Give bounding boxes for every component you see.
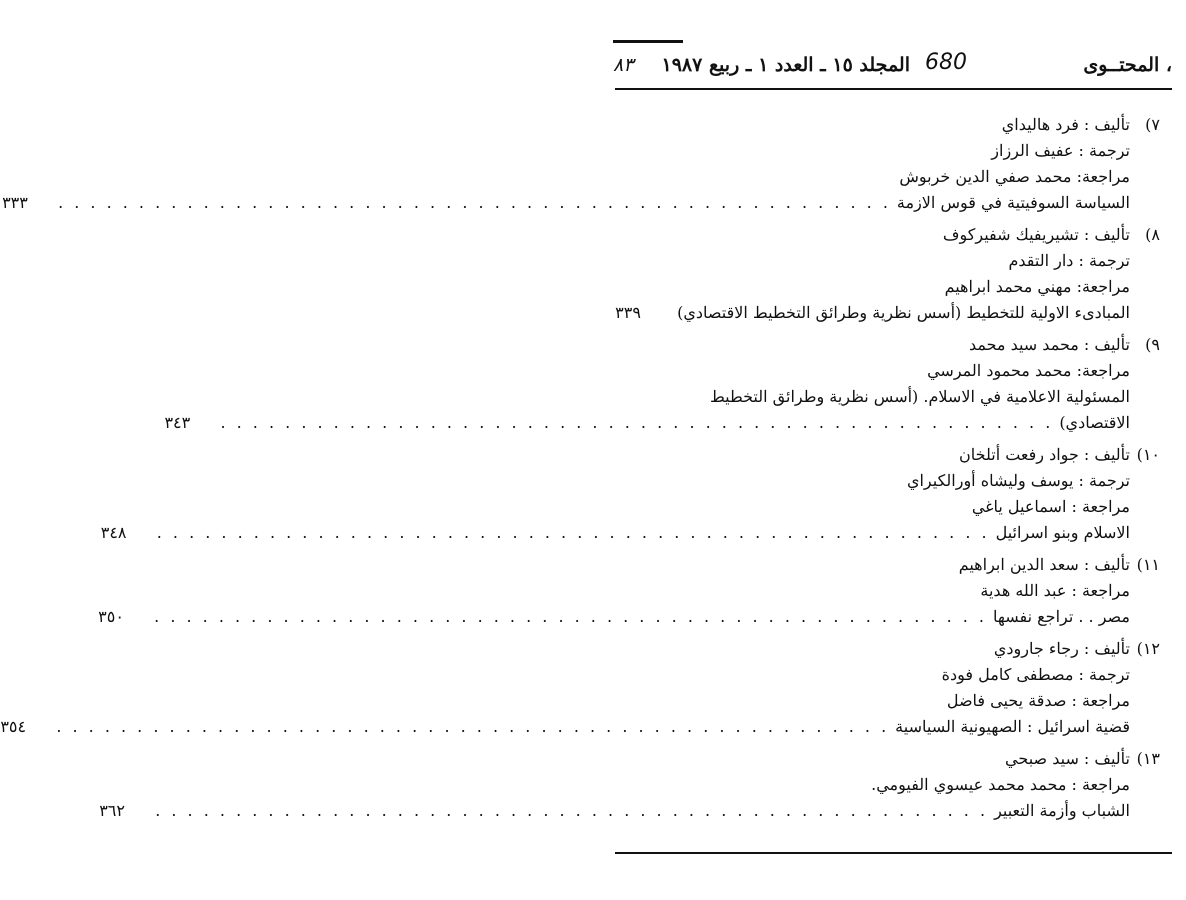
- entry-author: تأليف : فرد هاليداي: [1001, 115, 1130, 134]
- entry-credit: مراجعة : صدقة يحيى فاضل: [946, 691, 1130, 710]
- entry-title-row: [98, 604, 1160, 630]
- entry-credit: مراجعة : محمد محمد عيسوي الفيومي.: [871, 775, 1130, 794]
- entry-credit: ترجمة : مصطفى كامل فودة: [941, 665, 1130, 684]
- entry: [98, 552, 1160, 630]
- entry: [100, 442, 1160, 546]
- entry-page: ٣٥٠: [98, 607, 124, 626]
- entry-number: ٨): [1145, 225, 1160, 244]
- entry-title: مصر . . تراجع نفسها: [993, 607, 1130, 626]
- page-mark: ۸۳: [613, 54, 634, 76]
- entry-credit: ترجمة : دار التقدم: [1008, 251, 1130, 270]
- entry-title-row: [100, 520, 1160, 546]
- entry-page: ٣٣٩: [615, 303, 641, 322]
- header-rule: [615, 88, 1172, 90]
- entry-page: ٣٦٢: [99, 801, 125, 820]
- entry-title: السياسة السوفيتية في قوس الازمة: [896, 193, 1130, 212]
- entry-page: ٣٥٤: [0, 717, 27, 736]
- entry-title-row: [164, 410, 1160, 436]
- entry-number: ٩): [1145, 335, 1160, 354]
- entry-author: تأليف : سيد صبحي: [1005, 749, 1130, 768]
- entry-page: ٣٣٣: [2, 193, 28, 212]
- header-title: ، المحتــوى: [1083, 54, 1172, 76]
- entry-title: الاسلام وبنو اسرائيل: [995, 523, 1130, 542]
- entry-author-line: [640, 636, 1160, 662]
- entry-credit: مراجعة : اسماعيل ياغي: [971, 497, 1130, 516]
- leader-dots: . . . . . . . . . . . . . . . . . . . . . . . . . . . . . . . . . . . . . . . . . . . . . . . . . . . .: [58, 193, 891, 212]
- leader-dots: . . . . . . . . . . . . . . . . . . . . . . . . . . . . . . . . . . . . . . . . . . . . . . . . . . . .: [154, 607, 987, 626]
- entry-credit: مراجعة: مهني محمد ابراهيم: [944, 277, 1130, 296]
- entry-page: ٣٤٨: [100, 523, 127, 542]
- entry: [99, 746, 1160, 824]
- entry-author-line: [640, 442, 1160, 468]
- entry-author: تأليف : سعد الدين ابراهيم: [958, 555, 1130, 574]
- entry-author: تأليف : رجاء جارودي: [993, 639, 1130, 658]
- entry-title-row: [0, 714, 1160, 740]
- entry-number: ١١): [1136, 555, 1160, 574]
- entry-title-first: المسئولية الاعلامية في الاسلام. (أسس نظرية وطرائق التخطيط: [709, 387, 1130, 406]
- entry: [615, 222, 1160, 326]
- entries-list: [0, 112, 1160, 830]
- footer-rule: [615, 852, 1172, 854]
- entry-author: تأليف : جواد رفعت أتلخان: [958, 445, 1130, 464]
- entry-title: قضية اسرائيل : الصهيونية السياسية: [895, 717, 1130, 736]
- entry-author-line: [640, 332, 1160, 358]
- page-header: [607, 46, 1172, 84]
- leader-dots: . . . . . . . . . . . . . . . . . . . . . . . . . . . . . . . . . . . . . . . . . . . . . . . . . . . .: [220, 413, 1054, 432]
- entry-credit: مراجعة: محمد محمود المرسي: [927, 361, 1130, 380]
- entry-number: ١٢): [1136, 639, 1160, 658]
- leader-dots: . . . . . . . . . . . . . . . . . . . . . . . . . . . . . . . . . . . . . . . . . . . . . . . . . . . .: [156, 523, 990, 542]
- entry-author-line: [640, 112, 1160, 138]
- entry-title-row: [2, 190, 1160, 216]
- entry-credit: ترجمة : يوسف وليشاه أورالكيراي: [906, 471, 1130, 490]
- entry-title-row: [99, 798, 1160, 824]
- leader-dots: . . . . . . . . . . . . . . . . . . . . . . . . . . . . . . . . . . . . . . . . . . . . . . . . . . . .: [56, 717, 890, 736]
- entry: [2, 112, 1160, 216]
- entry-page: ٣٤٣: [164, 413, 191, 432]
- handwritten-number: 680: [925, 50, 967, 75]
- header-issue: المجلد ١٥ ـ العدد ١ ـ ربيع ١٩٨٧: [661, 54, 910, 76]
- entry-credit: ترجمة : عفيف الرزاز: [991, 141, 1130, 160]
- entry-title: الشباب وأزمة التعبير: [994, 801, 1130, 820]
- entry-title: المبادىء الاولية للتخطيط (أسس نظرية وطرائق التخطيط الاقتصادي): [677, 303, 1130, 322]
- entry-author: تأليف : تشيريفيك شفيركوف: [942, 225, 1130, 244]
- entry-author-line: [640, 552, 1160, 578]
- entry-credit: مراجعة: محمد صفي الدين خربوش: [899, 167, 1130, 186]
- entry: [0, 636, 1160, 740]
- entry-credit: مراجعة : عبد الله هدية: [980, 581, 1130, 600]
- entry-title: الاقتصادي): [1059, 413, 1130, 432]
- entry: [164, 332, 1160, 436]
- entry-number: ١٣): [1136, 749, 1160, 768]
- entry-title-row: [615, 300, 1160, 326]
- entry-number: ٧): [1145, 115, 1160, 134]
- entry-author: تأليف : محمد سيد محمد: [968, 335, 1130, 354]
- leader-dots: . . . . . . . . . . . . . . . . . . . . . . . . . . . . . . . . . . . . . . . . . . . . . . . . . . . .: [155, 801, 989, 820]
- corner-mark: [613, 40, 683, 43]
- entry-author-line: [640, 222, 1160, 248]
- entry-author-line: [640, 746, 1160, 772]
- entry-number: ١٠): [1136, 445, 1160, 464]
